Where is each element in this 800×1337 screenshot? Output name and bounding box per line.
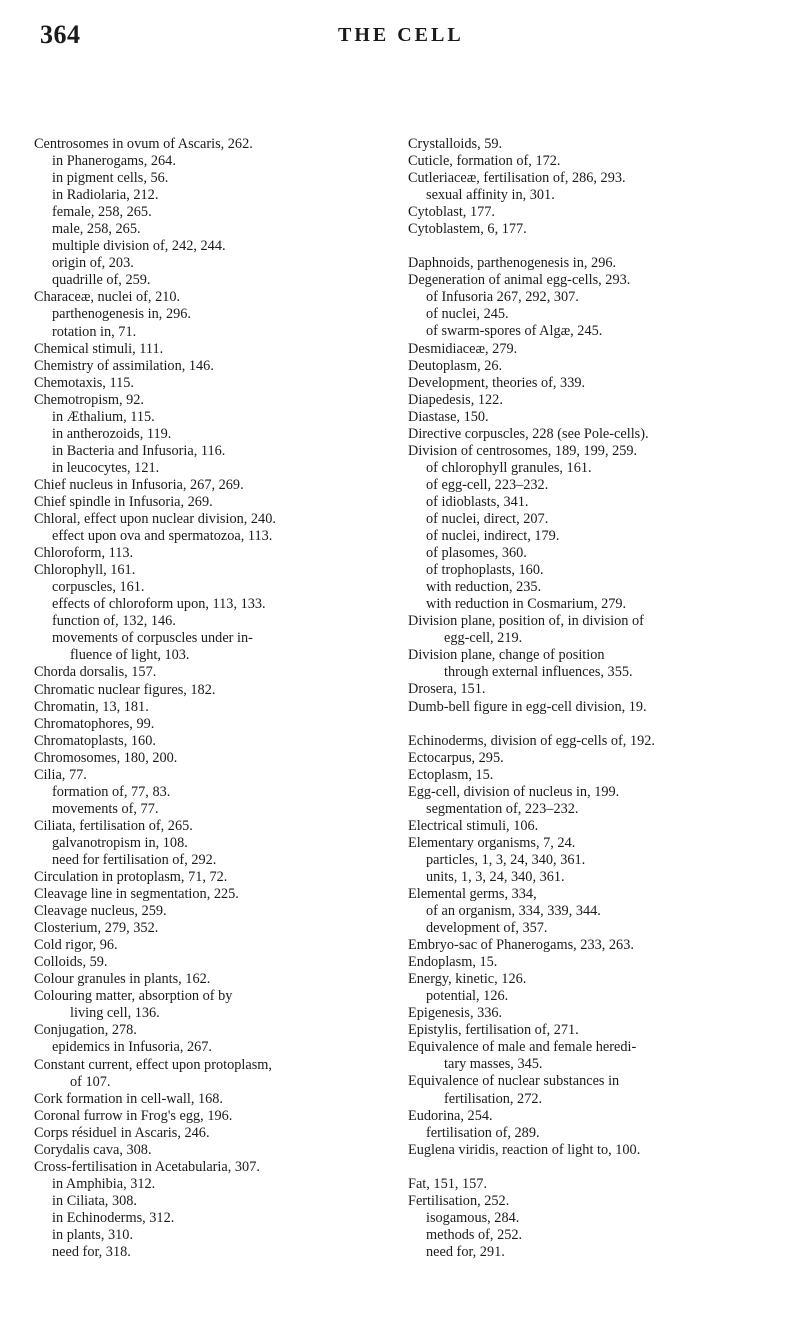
- index-subentry: of nuclei, indirect, 179.: [426, 528, 560, 545]
- index-entry: Directive corpuscles, 228 (see Pole-cells).: [408, 425, 649, 442]
- running-head: THE CELL: [338, 24, 464, 46]
- index-subentry: in Æthalium, 115.: [52, 408, 155, 425]
- index-subentry: of plasomes, 360.: [426, 545, 527, 562]
- index-subentry: fertilisation of, 289.: [426, 1124, 540, 1141]
- index-entry: Coronal furrow in Frog's egg, 196.: [34, 1107, 233, 1124]
- index-entry: Degeneration of animal egg-cells, 293.: [408, 272, 631, 289]
- index-entry: Cross-fertilisation in Acetabularia, 307.: [34, 1158, 260, 1175]
- index-entry: Chorda dorsalis, 157.: [34, 664, 157, 681]
- index-subentry: of 107.: [70, 1073, 111, 1090]
- index-entry: Chloral, effect upon nuclear division, 240.: [34, 511, 276, 528]
- index-entry: Cleavage nucleus, 259.: [34, 903, 167, 920]
- index-subentry: in Bacteria and Infusoria, 116.: [52, 442, 226, 459]
- index-subentry: in plants, 310.: [52, 1227, 134, 1243]
- index-subentry: rotation in, 71.: [52, 323, 137, 340]
- index-entry: Diapedesis, 122.: [408, 391, 503, 408]
- page-number: 364: [40, 20, 81, 49]
- index-entry: Crystalloids, 59.: [408, 136, 503, 152]
- index-entry: Elemental germs, 334,: [408, 885, 537, 902]
- index-entry: Epigenesis, 336.: [408, 1005, 503, 1022]
- index-entry: Chromatin, 13, 181.: [34, 698, 149, 715]
- index-entry: Drosera, 151.: [408, 681, 486, 698]
- index-subentry: of trophoplasts, 160.: [426, 562, 544, 579]
- index-entry: Circulation in protoplasm, 71, 72.: [34, 869, 228, 886]
- index-subentry: parthenogenesis in, 296.: [52, 306, 191, 323]
- index-entry: Chemotaxis, 115.: [34, 374, 134, 391]
- index-subentry: in Phanerogams, 264.: [52, 153, 176, 170]
- index-entry: Equivalence of male and female heredi-: [408, 1039, 637, 1056]
- index-subentry: fertilisation, 272.: [444, 1090, 543, 1107]
- index-entry: Daphnoids, parthenogenesis in, 296.: [408, 255, 617, 272]
- index-entry: Energy, kinetic, 126.: [408, 971, 527, 988]
- index-subentry: effect upon ova and spermatozoa, 113.: [52, 528, 273, 545]
- index-subentry: units, 1, 3, 24, 340, 361.: [426, 868, 565, 885]
- index-entry: Cuticle, formation of, 172.: [408, 153, 561, 170]
- index-subentry: effects of chloroform upon, 113, 133.: [52, 596, 266, 613]
- index-subentry: need for, 291.: [426, 1243, 505, 1260]
- index-entry: Cytoblast, 177.: [408, 204, 495, 221]
- index-entry: Closterium, 279, 352.: [34, 920, 159, 937]
- index-subentry: origin of, 203.: [52, 255, 134, 272]
- index-subentry: need for fertilisation of, 292.: [52, 851, 217, 868]
- index-entry: Chromatophores, 99.: [34, 715, 155, 732]
- index-subentry: of idioblasts, 341.: [426, 493, 529, 510]
- index-subentry: function of, 132, 146.: [52, 613, 176, 630]
- index-subentry: in leucocytes, 121.: [52, 459, 160, 476]
- index-entry: Centrosomes in ovum of Ascaris, 262.: [34, 136, 253, 152]
- index-subentry: of nuclei, 245.: [426, 306, 509, 323]
- index-subentry: male, 258, 265.: [52, 221, 141, 238]
- index-subentry: galvanotropism in, 108.: [52, 834, 188, 851]
- index-entry: Chromosomes, 180, 200.: [34, 749, 178, 766]
- index-subentry: egg-cell, 219.: [444, 630, 523, 647]
- index-subentry: particles, 1, 3, 24, 340, 361.: [426, 851, 586, 868]
- index-subentry: in Ciliata, 308.: [52, 1192, 137, 1209]
- index-subentry: of swarm-spores of Algæ, 245.: [426, 323, 603, 340]
- index-entry: Chromatoplasts, 160.: [34, 732, 156, 749]
- index-entry: Division plane, position of, in division of: [408, 613, 644, 630]
- index-entry: Epistylis, fertilisation of, 271.: [408, 1022, 579, 1039]
- index-entry: Cytoblastem, 6, 177.: [408, 221, 527, 238]
- index-subentry: of nuclei, direct, 207.: [426, 510, 549, 527]
- index-entry: Cleavage line in segmentation, 225.: [34, 886, 239, 903]
- index-entry: Chemotropism, 92.: [34, 391, 145, 408]
- index-entry: Chief spindle in Infusoria, 269.: [34, 493, 213, 510]
- index-entry: Constant current, effect upon protoplasm,: [34, 1056, 272, 1073]
- index-subentry: development of, 357.: [426, 920, 548, 937]
- index-entry: Colouring matter, absorption of by: [34, 988, 233, 1005]
- index-entry: Echinoderms, division of egg-cells of, 192.: [408, 732, 655, 749]
- index-entry: Chemical stimuli, 111.: [34, 340, 164, 357]
- index-subentry: with reduction, 235.: [426, 579, 542, 596]
- section-gap: [408, 1159, 768, 1176]
- section-gap: [408, 238, 768, 255]
- index-entry: Embryo-sac of Phanerogams, 233, 263.: [408, 937, 634, 954]
- index-subentry: isogamous, 284.: [426, 1209, 520, 1226]
- index-subentry: formation of, 77, 83.: [52, 783, 171, 800]
- index-subentry: of chlorophyll granules, 161.: [426, 459, 592, 476]
- index-entry: Ciliata, fertilisation of, 265.: [34, 817, 193, 834]
- index-entry: Fat, 151, 157.: [408, 1175, 488, 1192]
- index-entry: Chlorophyll, 161.: [34, 562, 136, 579]
- index-column-right: [408, 136, 768, 1261]
- index-entry: Cilia, 77.: [34, 766, 87, 783]
- index-subentry: potential, 126.: [426, 988, 509, 1005]
- index-subentry: in pigment cells, 56.: [52, 170, 169, 187]
- index-entry: Development, theories of, 339.: [408, 374, 586, 391]
- index-entry: Elementary organisms, 7, 24.: [408, 834, 576, 851]
- index-entry: Ectocarpus, 295.: [408, 749, 504, 766]
- index-entry: Cork formation in cell-wall, 168.: [34, 1090, 223, 1107]
- index-subentry: sexual affinity in, 301.: [426, 187, 555, 204]
- index-entry: Desmidiaceæ, 279.: [408, 340, 518, 357]
- index-entry: Corps résiduel in Ascaris, 246.: [34, 1124, 210, 1141]
- index-subentry: in Radiolaria, 212.: [52, 187, 159, 204]
- index-entry: Colour granules in plants, 162.: [34, 971, 211, 988]
- index-subentry: in Echinoderms, 312.: [52, 1209, 175, 1226]
- index-entry: Corydalis cava, 308.: [34, 1141, 152, 1158]
- index-subentry: corpuscles, 161.: [52, 579, 145, 596]
- index-entry: Division plane, change of position: [408, 647, 605, 664]
- index-subentry: in Amphibia, 312.: [52, 1175, 156, 1192]
- index-subentry: movements of corpuscles under in-: [52, 630, 253, 647]
- index-subentry: in antherozoids, 119.: [52, 425, 172, 442]
- index-entry: Egg-cell, division of nucleus in, 199.: [408, 783, 620, 800]
- index-entry: Division of centrosomes, 189, 199, 259.: [408, 442, 638, 459]
- index-subentry: with reduction in Cosmarium, 279.: [426, 596, 627, 613]
- index-entry: Ectoplasm, 15.: [408, 766, 494, 783]
- index-subentry: female, 258, 265.: [52, 204, 152, 221]
- index-subentry: quadrille of, 259.: [52, 272, 151, 289]
- index-subentry: of an organism, 334, 339, 344.: [426, 903, 601, 920]
- index-subentry: need for, 318.: [52, 1244, 131, 1261]
- index-column-left: [34, 136, 394, 1261]
- index-subentry: through external influences, 355.: [444, 664, 633, 681]
- index-entry: Electrical stimuli, 106.: [408, 817, 539, 834]
- index-subentry: of Infusoria 267, 292, 307.: [426, 289, 579, 306]
- index-entry: Endoplasm, 15.: [408, 954, 498, 971]
- index-subentry: segmentation of, 223–232.: [426, 800, 579, 817]
- index-entry: Chemistry of assimilation, 146.: [34, 357, 214, 374]
- index-entry: Chief nucleus in Infusoria, 267, 269.: [34, 476, 244, 493]
- index-subentry: tary masses, 345.: [444, 1056, 543, 1073]
- index-entry: Chromatic nuclear figures, 182.: [34, 681, 216, 698]
- index-subentry: of egg-cell, 223–232.: [426, 476, 549, 493]
- index-subentry: movements of, 77.: [52, 800, 159, 817]
- index-subentry: methods of, 252.: [426, 1226, 523, 1243]
- index-entry: Euglena viridis, reaction of light to, 100.: [408, 1141, 641, 1158]
- index-entry: Conjugation, 278.: [34, 1022, 137, 1039]
- index-subentry: living cell, 136.: [70, 1005, 160, 1022]
- index-entry: Eudorina, 254.: [408, 1107, 493, 1124]
- index-entry: Characeæ, nuclei of, 210.: [34, 289, 181, 306]
- index-entry: Cold rigor, 96.: [34, 937, 118, 954]
- index-subentry: multiple division of, 242, 244.: [52, 238, 226, 255]
- index-entry: Diastase, 150.: [408, 408, 489, 425]
- index-entry: Fertilisation, 252.: [408, 1192, 510, 1209]
- section-gap: [408, 716, 768, 733]
- index-entry: Cutleriaceæ, fertilisation of, 286, 293.: [408, 170, 626, 187]
- index-subentry: epidemics in Infusoria, 267.: [52, 1039, 213, 1056]
- index-entry: Dumb-bell figure in egg-cell division, 19.: [408, 698, 647, 715]
- index-entry: Deutoplasm, 26.: [408, 357, 503, 374]
- index-entry: Chloroform, 113.: [34, 545, 134, 562]
- index-entry: Colloids, 59.: [34, 954, 108, 971]
- index-entry: Equivalence of nuclear substances in: [408, 1073, 620, 1090]
- index-subentry: fluence of light, 103.: [70, 647, 190, 664]
